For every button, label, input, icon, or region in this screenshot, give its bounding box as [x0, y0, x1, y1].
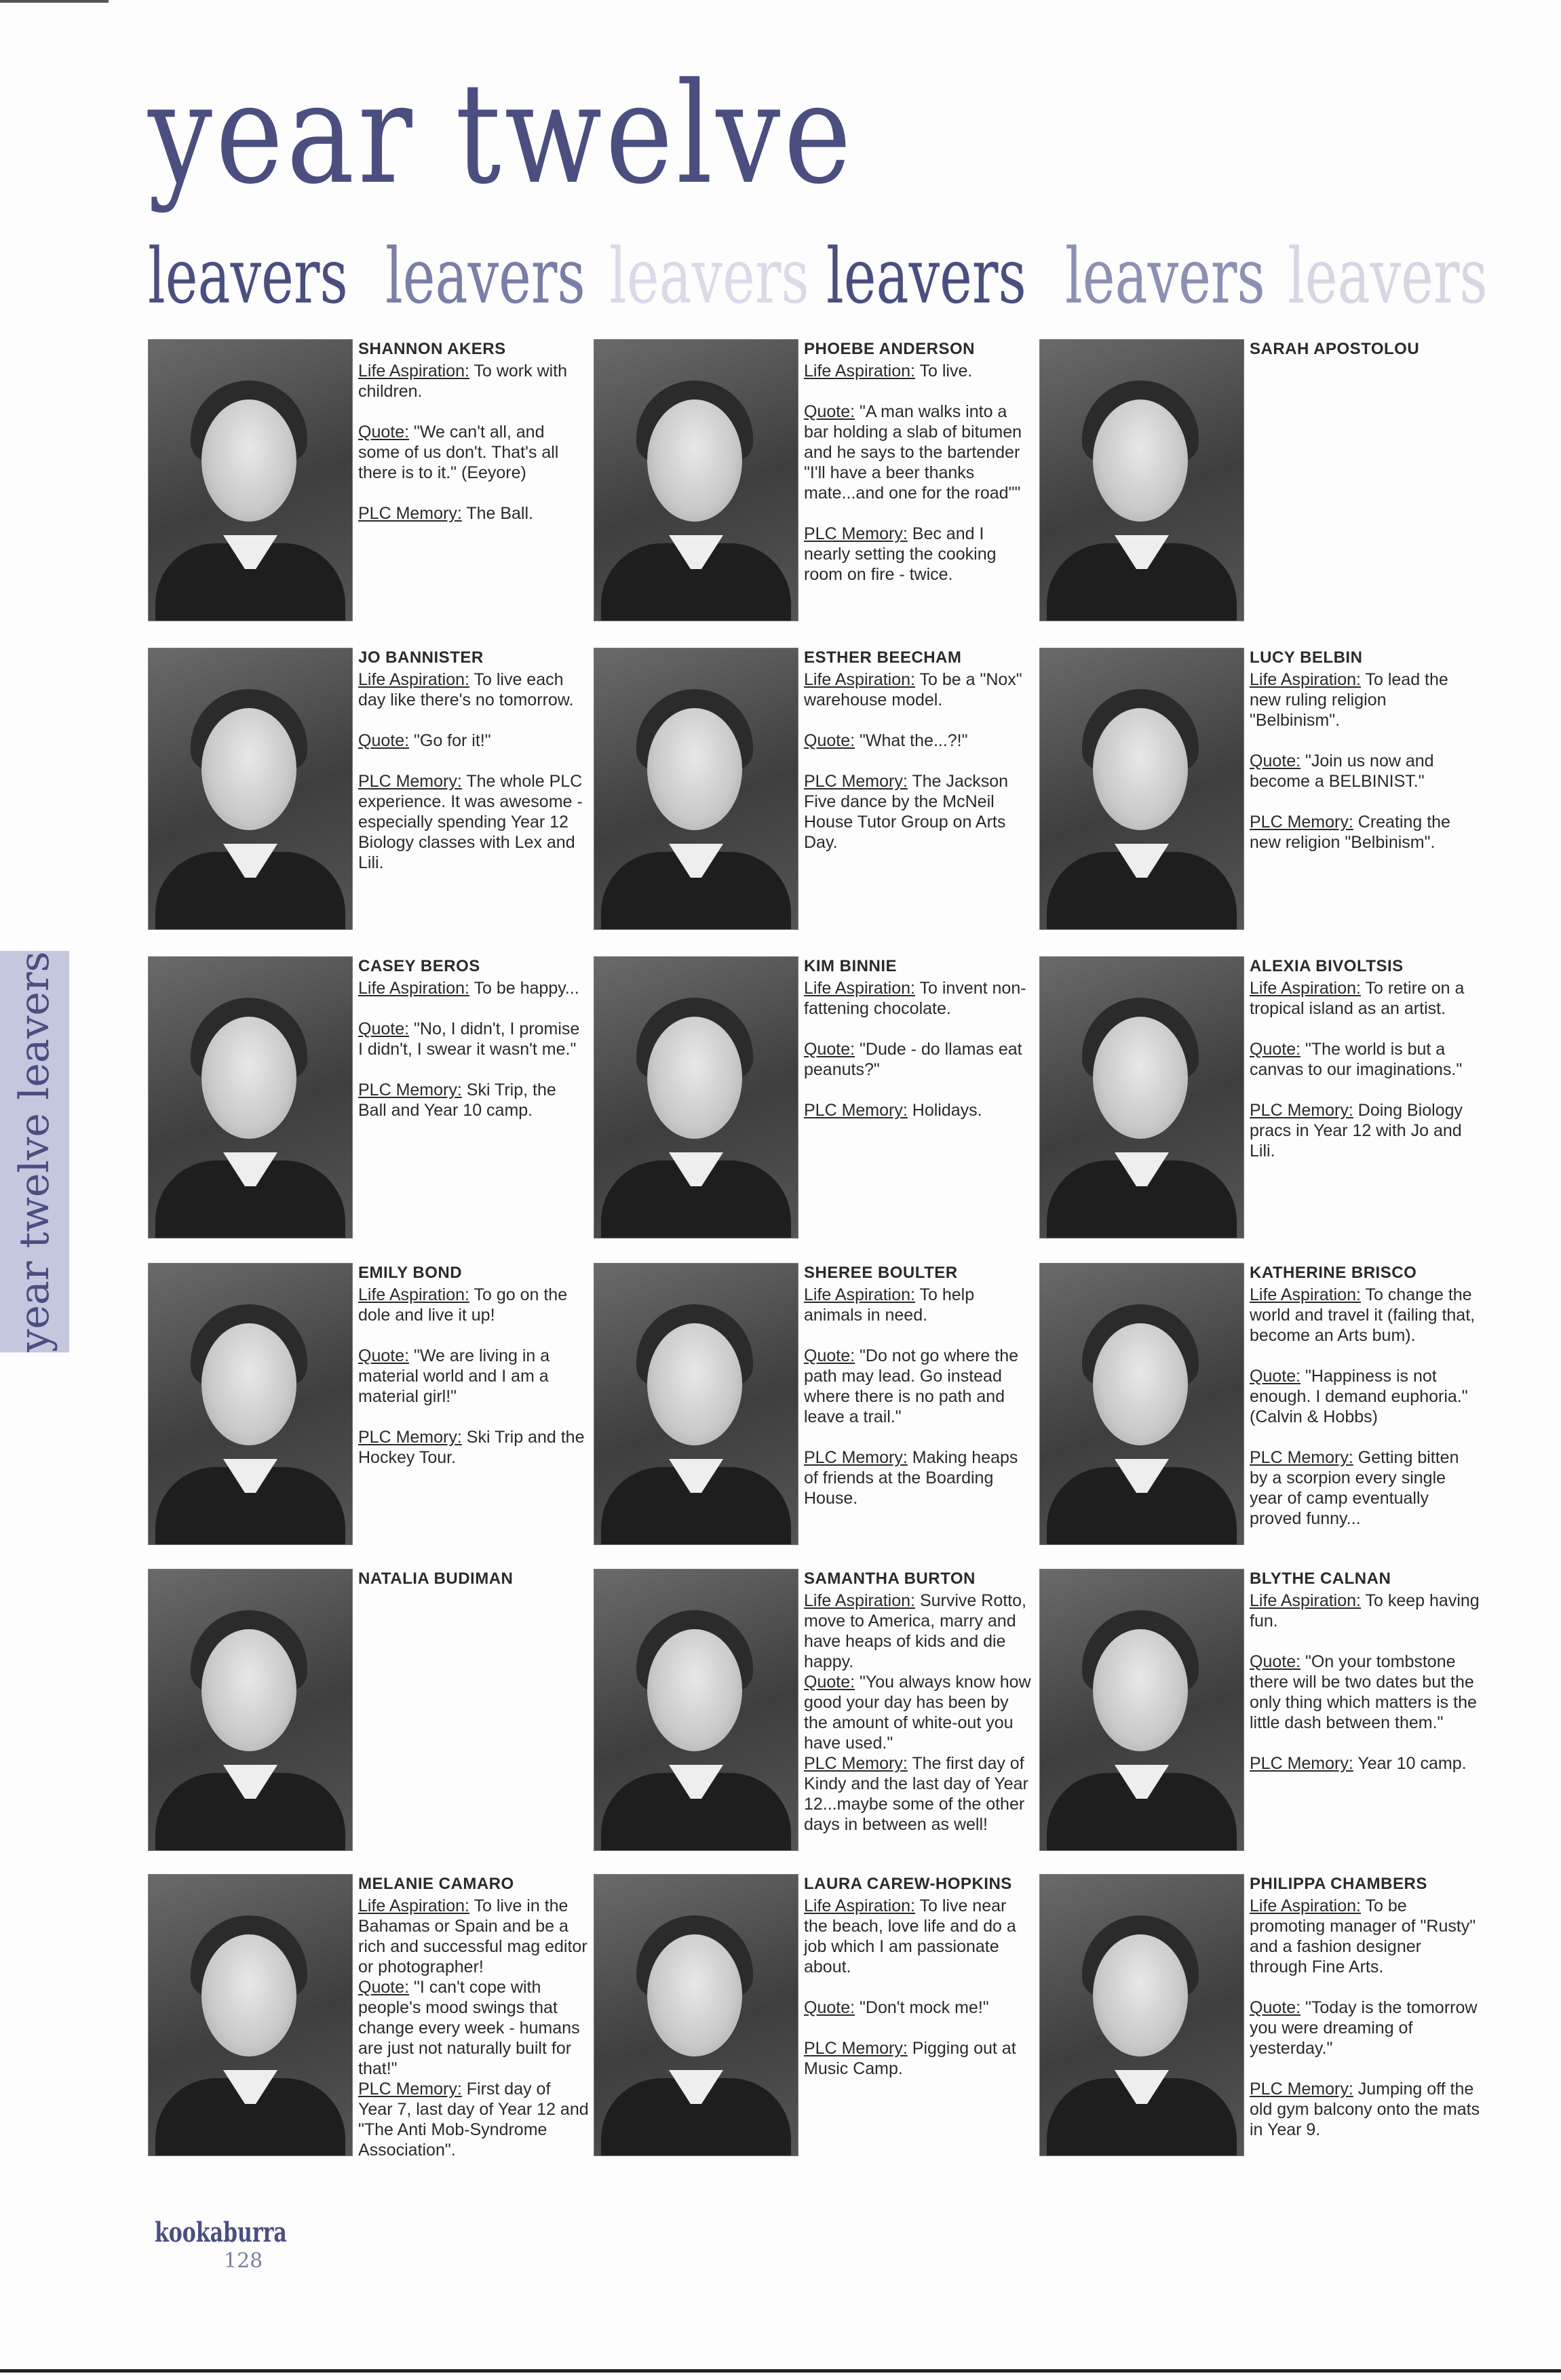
quote-label: Quote: — [804, 1998, 855, 2017]
student-portrait — [594, 1874, 798, 2156]
quote — [358, 1346, 589, 1407]
plc-memory-label: PLC Memory: — [1250, 1101, 1353, 1120]
student-portrait — [594, 339, 798, 621]
plc-memory — [1250, 812, 1480, 853]
plc-memory — [358, 1080, 589, 1120]
student-portrait — [594, 1263, 798, 1545]
leavers-word: leavers — [1288, 233, 1488, 321]
life-aspiration — [1250, 1285, 1480, 1346]
student-name: SHANNON AKERS — [358, 340, 506, 358]
plc-memory-text: The first day of Kindy and the last day of Year 12...maybe some of the other days in between as well! — [804, 1754, 1028, 1834]
life-aspiration-text: To go on the dole and live it up! — [358, 1285, 568, 1325]
student-text — [1250, 956, 1480, 1182]
life-aspiration — [804, 1896, 1035, 1977]
life-aspiration-label: Life Aspiration: — [358, 1285, 469, 1304]
student-text — [1250, 339, 1480, 361]
plc-memory — [804, 524, 1035, 585]
student-text — [804, 339, 1035, 605]
life-aspiration-label: Life Aspiration: — [804, 979, 915, 998]
life-aspiration-label: Life Aspiration: — [358, 670, 469, 689]
plc-memory-label: PLC Memory: — [804, 524, 908, 543]
student-name: JO BANNISTER — [358, 648, 484, 667]
life-aspiration — [804, 1591, 1035, 1672]
student-text — [1250, 648, 1480, 873]
student-portrait — [1039, 956, 1244, 1238]
quote-label: Quote: — [358, 1019, 410, 1038]
plc-memory — [804, 1447, 1035, 1508]
student-name: KIM BINNIE — [804, 957, 897, 975]
quote — [1250, 1652, 1480, 1733]
student-entry — [1039, 648, 1487, 939]
student-name: NATALIA BUDIMAN — [358, 1569, 514, 1588]
quote-label: Quote: — [1250, 1040, 1301, 1059]
student-portrait — [1039, 1263, 1244, 1545]
student-text — [1250, 1263, 1480, 1549]
life-aspiration-text: To be a "Nox" warehouse model. — [804, 670, 1022, 709]
student-entry — [148, 339, 596, 631]
plc-memory-text: Holidays. — [912, 1101, 982, 1120]
quote-label: Quote: — [1250, 1652, 1301, 1671]
quote-text: "We can't all, and some of us don't. That's all there is to it." (Eeyore) — [358, 423, 559, 482]
life-aspiration-label: Life Aspiration: — [1250, 1896, 1361, 1915]
student-portrait — [1039, 339, 1244, 621]
life-aspiration-label: Life Aspiration: — [804, 1285, 915, 1304]
student-text — [358, 1569, 589, 1591]
plc-memory-label: PLC Memory: — [1250, 1754, 1353, 1773]
plc-memory-text: Jumping off the old gym balcony onto the mats in Year 9. — [1250, 2080, 1480, 2139]
top-rule — [0, 0, 109, 3]
life-aspiration-text: To keep having fun. — [1250, 1591, 1480, 1631]
quote — [1250, 1366, 1480, 1427]
plc-memory-text: Year 10 camp. — [1357, 1754, 1467, 1773]
quote-text: "We are living in a material world and I am a material girl!" — [358, 1346, 550, 1406]
quote — [804, 1346, 1035, 1427]
bottom-rule — [0, 2369, 1561, 2373]
quote-text: "Do not go where the path may lead. Go instead where there is no path and leave a trail." — [804, 1346, 1019, 1426]
quote-label: Quote: — [1250, 752, 1301, 770]
student-name: ESTHER BEECHAM — [804, 648, 962, 667]
quote — [804, 1672, 1035, 1753]
plc-memory — [1250, 2079, 1480, 2140]
life-aspiration-text: To live near the beach, love life and do a job which I am passionate about. — [804, 1896, 1016, 1976]
plc-memory-label: PLC Memory: — [804, 1101, 908, 1120]
plc-memory — [358, 1427, 589, 1468]
leavers-word: leavers — [385, 233, 585, 321]
quote-text: "Today is the tomorrow you were dreaming of yesterday." — [1250, 1998, 1478, 2058]
quote — [804, 402, 1035, 503]
page-number: 128 — [224, 2249, 263, 2273]
student-entry — [1039, 1569, 1487, 1860]
quote-label: Quote: — [1250, 1367, 1301, 1386]
plc-memory-label: PLC Memory: — [358, 772, 462, 791]
student-name: ALEXIA BIVOLTSIS — [1250, 957, 1404, 975]
student-entry — [1039, 339, 1487, 631]
student-portrait — [148, 956, 353, 1238]
life-aspiration — [1250, 1896, 1480, 1977]
life-aspiration — [1250, 978, 1480, 1019]
student-entry — [1039, 956, 1487, 1248]
plc-memory-text: The Ball. — [466, 504, 533, 523]
quote-text: "A man walks into a bar holding a slab of bitumen and he says to the bartender "I'll have a beer thanks mate...and one for the road"" — [804, 402, 1022, 503]
student-name: SAMANTHA BURTON — [804, 1569, 976, 1588]
life-aspiration-text: To change the world and travel it (failing that, become an Arts bum). — [1250, 1285, 1476, 1345]
life-aspiration — [804, 669, 1035, 710]
plc-memory-label: PLC Memory: — [804, 772, 908, 791]
life-aspiration-text: To be promoting manager of "Rusty" and a fashion designer through Fine Arts. — [1250, 1896, 1476, 1976]
life-aspiration-text: To live each day like there's no tomorrow. — [358, 670, 574, 709]
student-portrait — [594, 648, 798, 930]
student-text — [804, 956, 1035, 1141]
student-text — [1250, 1569, 1480, 1794]
leavers-word: leavers — [609, 233, 809, 321]
quote — [1250, 1997, 1480, 2059]
quote-text: "What the...?!" — [860, 731, 968, 750]
quote — [804, 1039, 1035, 1080]
student-portrait — [594, 1569, 798, 1851]
plc-memory-text: Ski Trip, the Ball and Year 10 camp. — [358, 1080, 556, 1120]
quote — [804, 1997, 1035, 2018]
plc-memory-text: Bec and I nearly setting the cooking room on fire - twice. — [804, 524, 997, 584]
plc-memory — [1250, 1447, 1480, 1529]
life-aspiration-label: Life Aspiration: — [358, 979, 469, 998]
leavers-banner — [148, 233, 1505, 327]
magazine-logo: kookaburra — [155, 2217, 287, 2248]
student-name: MELANIE CAMARO — [358, 1875, 514, 1893]
quote — [804, 730, 1035, 751]
student-entry — [148, 648, 596, 939]
plc-memory-text: Making heaps of friends at the Boarding House. — [804, 1448, 1018, 1508]
life-aspiration-label: Life Aspiration: — [1250, 670, 1361, 689]
quote — [358, 1977, 589, 2079]
quote-text: "The world is but a canvas to our imaginations." — [1250, 1040, 1463, 1079]
plc-memory — [804, 2038, 1035, 2079]
plc-memory-label: PLC Memory: — [358, 2080, 462, 2099]
student-entry — [594, 648, 1041, 939]
student-entry — [148, 1874, 596, 2166]
plc-memory-text: Getting bitten by a scorpion every single year of camp eventually proved funny... — [1250, 1448, 1459, 1528]
life-aspiration — [804, 1285, 1035, 1325]
quote-label: Quote: — [804, 1346, 855, 1365]
student-portrait — [148, 1263, 353, 1545]
life-aspiration — [358, 669, 589, 710]
student-name: EMILY BOND — [358, 1264, 463, 1282]
student-name: BLYTHE CALNAN — [1250, 1569, 1391, 1588]
life-aspiration-text: To work with children. — [358, 362, 568, 401]
plc-memory-label: PLC Memory: — [804, 2039, 908, 2058]
quote-text: "Dude - do llamas eat peanuts?" — [804, 1040, 1022, 1079]
student-name: PHILIPPA CHAMBERS — [1250, 1875, 1427, 1893]
quote-label: Quote: — [358, 1346, 410, 1365]
quote-text: "You always know how good your day has been by the amount of white-out you have used." — [804, 1673, 1031, 1753]
life-aspiration-label: Life Aspiration: — [804, 1896, 915, 1915]
plc-memory — [1250, 1753, 1480, 1774]
life-aspiration-label: Life Aspiration: — [358, 1896, 469, 1915]
quote-label: Quote: — [358, 731, 410, 750]
student-text — [804, 648, 1035, 873]
student-text — [804, 1263, 1035, 1529]
quote-label: Quote: — [804, 1673, 855, 1692]
life-aspiration — [358, 1285, 589, 1325]
plc-memory-text: The whole PLC experience. It was awesome - especially spending Year 12 Biology classes with Lex and Lili. — [358, 772, 583, 872]
leavers-word: leavers — [148, 233, 348, 321]
student-text — [1250, 1874, 1480, 2160]
quote — [1250, 1039, 1480, 1080]
quote-text: "I can't cope with people's mood swings that change every week - humans are just not naturally built for that!" — [358, 1978, 580, 2078]
life-aspiration-text: To lead the new ruling religion "Belbinism". — [1250, 670, 1448, 730]
quote-text: "Don't mock me!" — [860, 1998, 989, 2017]
life-aspiration — [1250, 1591, 1480, 1631]
life-aspiration-text: To be happy... — [474, 979, 579, 998]
plc-memory-text: Pigging out at Music Camp. — [804, 2039, 1016, 2078]
student-text — [358, 339, 589, 544]
plc-memory-label: PLC Memory: — [358, 1080, 462, 1099]
student-text — [358, 648, 589, 893]
plc-memory-label: PLC Memory: — [358, 1428, 462, 1447]
plc-memory — [358, 503, 589, 524]
plc-memory-label: PLC Memory: — [804, 1754, 908, 1773]
student-name: SARAH APOSTOLOU — [1250, 340, 1420, 358]
life-aspiration-text: Survive Rotto, move to America, marry and have heaps of kids and die happy. — [804, 1591, 1026, 1671]
page-title: year twelve — [148, 54, 855, 215]
quote-label: Quote: — [804, 402, 855, 421]
quote-text: "Happiness is not enough. I demand euphoria." (Calvin & Hobbs) — [1250, 1367, 1468, 1426]
plc-memory-text: The Jackson Five dance by the McNeil House Tutor Group on Arts Day. — [804, 772, 1009, 852]
student-entry — [594, 1263, 1041, 1555]
plc-memory-label: PLC Memory: — [1250, 1448, 1353, 1467]
life-aspiration-label: Life Aspiration: — [804, 670, 915, 689]
life-aspiration-label: Life Aspiration: — [1250, 1591, 1361, 1610]
student-portrait — [148, 648, 353, 930]
plc-memory-label: PLC Memory: — [358, 504, 462, 523]
plc-memory — [804, 1100, 1035, 1120]
life-aspiration — [804, 361, 1035, 381]
quote — [358, 422, 589, 483]
plc-memory-label: PLC Memory: — [804, 1448, 908, 1467]
life-aspiration — [804, 978, 1035, 1019]
student-name: LAURA CAREW-HOPKINS — [804, 1875, 1012, 1893]
student-portrait — [1039, 1569, 1244, 1851]
leavers-word: leavers — [826, 233, 1026, 321]
life-aspiration-text: To invent non-fattening chocolate. — [804, 979, 1026, 1018]
life-aspiration — [358, 978, 589, 998]
plc-memory — [804, 771, 1035, 853]
quote — [358, 730, 589, 751]
student-portrait — [148, 339, 353, 621]
student-entry — [148, 1263, 596, 1555]
life-aspiration-label: Life Aspiration: — [1250, 979, 1361, 998]
plc-memory-text: Ski Trip and the Hockey Tour. — [358, 1428, 585, 1467]
student-name: LUCY BELBIN — [1250, 648, 1363, 667]
life-aspiration-text: To live. — [919, 362, 973, 381]
life-aspiration-text: To help animals in need. — [804, 1285, 975, 1325]
leavers-word: leavers — [1065, 233, 1265, 321]
student-entry — [594, 339, 1041, 631]
student-name: PHOEBE ANDERSON — [804, 340, 975, 358]
quote-label: Quote: — [358, 1978, 410, 1997]
quote-label: Quote: — [804, 1040, 855, 1059]
student-portrait — [1039, 1874, 1244, 2156]
student-entry — [594, 1569, 1041, 1860]
student-name: CASEY BEROS — [358, 957, 480, 975]
quote — [358, 1019, 589, 1059]
quote-text: "Go for it!" — [414, 731, 491, 750]
plc-memory-text: First day of Year 7, last day of Year 12 and "The Anti Mob-Syndrome Association". — [358, 2080, 589, 2160]
plc-memory-label: PLC Memory: — [1250, 813, 1353, 832]
plc-memory — [358, 2079, 589, 2160]
life-aspiration-text: To live in the Bahamas or Spain and be a rich and successful mag editor or photographer! — [358, 1896, 587, 1976]
student-portrait — [148, 1569, 353, 1851]
plc-memory-text: Creating the new religion "Belbinism". — [1250, 813, 1450, 852]
plc-memory — [804, 1753, 1035, 1835]
student-name: SHEREE BOULTER — [804, 1264, 958, 1282]
quote-label: Quote: — [358, 423, 410, 442]
quote — [1250, 751, 1480, 792]
student-entry — [1039, 1263, 1487, 1555]
life-aspiration-label: Life Aspiration: — [804, 1591, 915, 1610]
life-aspiration — [358, 1896, 589, 1977]
life-aspiration-label: Life Aspiration: — [358, 362, 469, 381]
plc-memory-text: Doing Biology pracs in Year 12 with Jo and Lili. — [1250, 1101, 1463, 1160]
student-text — [358, 1874, 589, 2160]
quote-text: "Join us now and become a BELBINIST." — [1250, 752, 1434, 791]
student-text — [804, 1569, 1035, 1835]
student-entry — [1039, 1874, 1487, 2166]
plc-memory-label: PLC Memory: — [1250, 2080, 1353, 2099]
student-text — [358, 956, 589, 1141]
student-portrait — [594, 956, 798, 1238]
student-entry — [594, 956, 1041, 1248]
life-aspiration-label: Life Aspiration: — [1250, 1285, 1361, 1304]
student-portrait — [148, 1874, 353, 2156]
student-entry — [594, 1874, 1041, 2166]
plc-memory — [1250, 1100, 1480, 1161]
life-aspiration — [1250, 669, 1480, 730]
quote-label: Quote: — [1250, 1998, 1301, 2017]
quote-label: Quote: — [804, 731, 855, 750]
student-text — [358, 1263, 589, 1488]
student-entry — [148, 956, 596, 1248]
life-aspiration-text: To retire on a tropical island as an artist. — [1250, 979, 1465, 1018]
plc-memory — [358, 771, 589, 873]
life-aspiration — [358, 361, 589, 402]
side-label: year twelve leavers — [11, 951, 58, 1352]
quote-text: "No, I didn't, I promise I didn't, I swear it wasn't me." — [358, 1019, 580, 1059]
student-portrait — [1039, 648, 1244, 930]
quote-text: "On your tombstone there will be two dates but the only thing which matters is the little dash between them." — [1250, 1652, 1477, 1732]
student-entry — [148, 1569, 596, 1860]
student-text — [804, 1874, 1035, 2099]
life-aspiration-label: Life Aspiration: — [804, 362, 915, 381]
student-name: KATHERINE BRISCO — [1250, 1264, 1417, 1282]
